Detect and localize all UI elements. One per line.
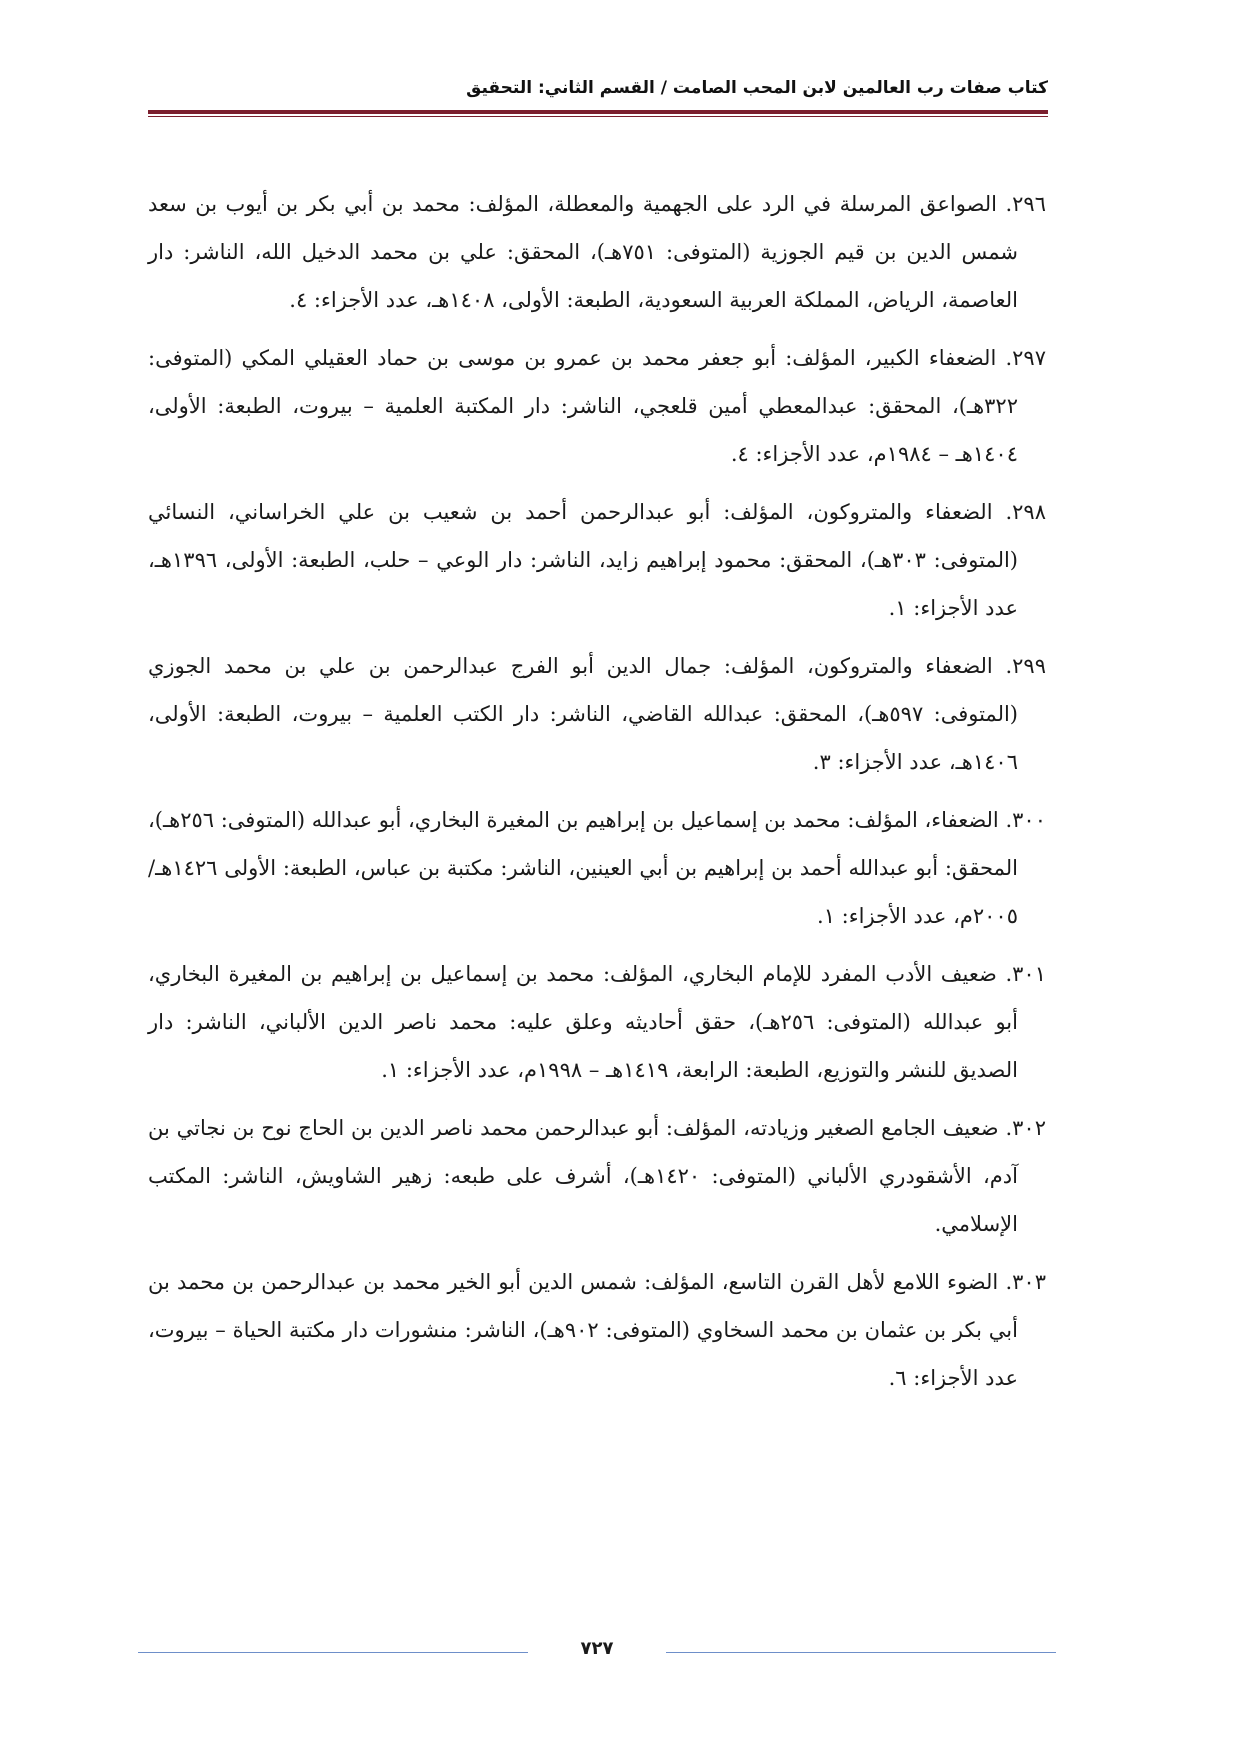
entry-number: ٣٠١. xyxy=(1005,962,1046,986)
footer-rule-right xyxy=(666,1652,1056,1653)
entry-number: ٢٩٨. xyxy=(1005,500,1046,524)
entry-text: الضعفاء والمتروكون، المؤلف: جمال الدين أبو الفرج عبدالرحمن بن علي بن محمد الجوزي (المتوفى: ٥٩٧هـ)، المحقق: عبدالله القاضي، الناشر: دار الكتب العلمية – بيروت، الطبعة: الأولى، ١٤٠٦هـ، عدد الأجزاء: ٣. xyxy=(148,654,1018,774)
entry-number: ٢٩٦. xyxy=(1005,192,1046,216)
bibliography-entry-303 xyxy=(148,1258,1046,1402)
running-head-title: كتاب صفات رب العالمين لابن المحب الصامت / القسم الثاني: التحقيق xyxy=(466,78,1048,98)
header-rule-thin xyxy=(148,116,1048,117)
entry-text: الضعفاء، المؤلف: محمد بن إسماعيل بن إبراهيم بن المغيرة البخاري، أبو عبدالله (المتوفى: ٢٥٦هـ)، المحقق: أبو عبدالله أحمد بن إبراهيم بن أبي العينين، الناشر: مكتبة بن عباس، الطبعة: الأولى ١٤٢٦هـ/ ٢٠٠٥م، عدد الأجزاء: ١. xyxy=(148,808,1018,928)
bibliography-entry-297 xyxy=(148,334,1046,478)
page-footer xyxy=(138,1632,1056,1672)
page-number: ٧٢٧ xyxy=(580,1638,614,1659)
entry-number: ٣٠٢. xyxy=(1005,1116,1046,1140)
bibliography-entry-299 xyxy=(148,642,1046,786)
entry-text: الضعفاء الكبير، المؤلف: أبو جعفر محمد بن عمرو بن موسى بن حماد العقيلي المكي (المتوفى: ٣٢٢هـ)، المحقق: عبدالمعطي أمين قلعجي، الناشر: دار المكتبة العلمية – بيروت، الطبعة: الأولى، ١٤٠٤هـ – ١٩٨٤م، عدد الأجزاء: ٤. xyxy=(148,346,1018,466)
bibliography-list xyxy=(148,180,1046,1412)
page-header xyxy=(148,60,1048,120)
entry-text: ضعيف الجامع الصغير وزيادته، المؤلف: أبو عبدالرحمن محمد ناصر الدين بن الحاج نوح بن نجاتي بن آدم، الأشقودري الألباني (المتوفى: ١٤٢٠هـ)، أشرف على طبعه: زهير الشاويش، الناشر: المكتب الإسلامي. xyxy=(148,1116,1018,1236)
entry-number: ٢٩٩. xyxy=(1005,654,1046,678)
bibliography-entry-301 xyxy=(148,950,1046,1094)
entry-number: ٣٠٣. xyxy=(1005,1270,1046,1294)
entry-text: الضوء اللامع لأهل القرن التاسع، المؤلف: شمس الدين أبو الخير محمد بن عبدالرحمن بن محمد بن أبي بكر بن عثمان بن محمد السخاوي (المتوفى: ٩٠٢هـ)، الناشر: منشورات دار مكتبة الحياة – بيروت، عدد الأجزاء: ٦. xyxy=(148,1270,1018,1390)
entry-text: ضعيف الأدب المفرد للإمام البخاري، المؤلف: محمد بن إسماعيل بن إبراهيم بن المغيرة البخاري، أبو عبدالله (المتوفى: ٢٥٦هـ)، حقق أحاديثه وعلق عليه: محمد ناصر الدين الألباني، الناشر: دار الصديق للنشر والتوزيع، الطبعة: الرابعة، ١٤١٩هـ – ١٩٩٨م، عدد الأجزاء: ١. xyxy=(148,962,1018,1082)
bibliography-entry-298 xyxy=(148,488,1046,632)
bibliography-entry-300 xyxy=(148,796,1046,940)
entry-number: ٢٩٧. xyxy=(1005,346,1046,370)
bibliography-entry-302 xyxy=(148,1104,1046,1248)
entry-text: الصواعق المرسلة في الرد على الجهمية والمعطلة، المؤلف: محمد بن أبي بكر بن أيوب بن سعد شمس الدين بن قيم الجوزية (المتوفى: ٧٥١هـ)، المحقق: علي بن محمد الدخيل الله، الناشر: دار العاصمة، الرياض، المملكة العربية السعودية، الطبعة: الأولى، ١٤٠٨هـ، عدد الأجزاء: ٤. xyxy=(148,192,1018,312)
entry-text: الضعفاء والمتروكون، المؤلف: أبو عبدالرحمن أحمد بن شعيب بن علي الخراساني، النسائي (المتوفى: ٣٠٣هـ)، المحقق: محمود إبراهيم زايد، الناشر: دار الوعي – حلب، الطبعة: الأولى، ١٣٩٦هـ، عدد الأجزاء: ١. xyxy=(148,500,1019,620)
bibliography-entry-296 xyxy=(148,180,1046,324)
header-rule-thick xyxy=(148,110,1048,114)
entry-number: ٣٠٠. xyxy=(1005,808,1046,832)
